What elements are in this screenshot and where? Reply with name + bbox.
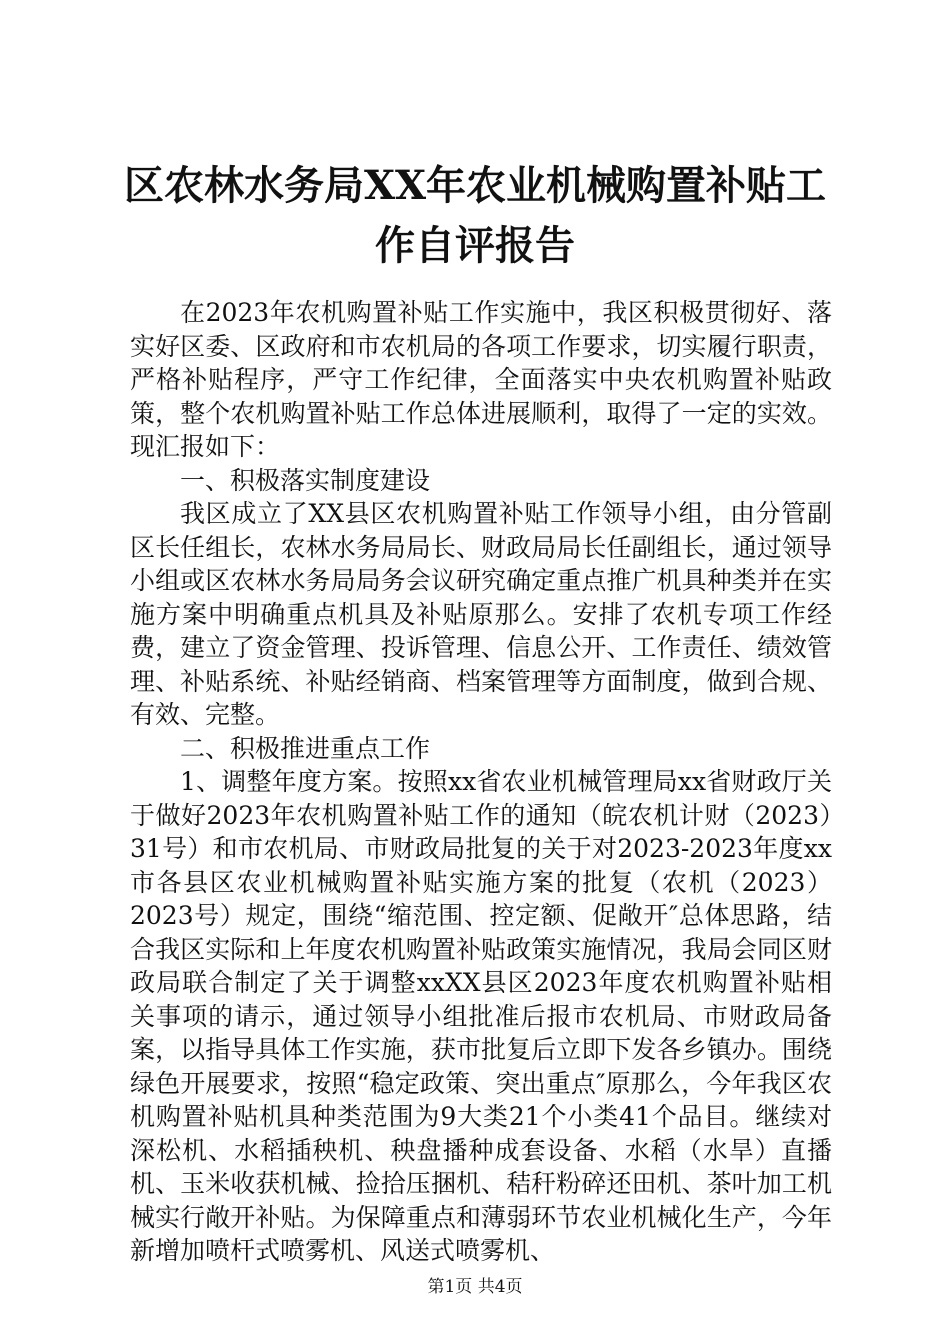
intro-paragraph: 在2023年农机购置补贴工作实施中，我区积极贯彻好、落实好区委、区政府和市农机局的各项工作要求，切实履行职责，严格补贴程序，严守工作纪律，全面落实中央农机购置补贴政策，整个农机购置补贴工作总体进展顺利，取得了一定的实效。现汇报如下： [130, 298, 832, 461]
section-2-paragraph: 1、调整年度方案。按照xx省农业机械管理局xx省财政厅关于做好2023年农机购置补贴工作的通知（皖农机计财（2023）31号）和市农机局、市财政局批复的关于对2023-2023年度xx市各县区农业机械购置补贴实施方案的批复（农机（2023）2023号）规定，围绕“缩范围、控定额、促敞开″总体思路，结合我区实际和上年度农机购置补贴政策实施情况，我局会同区财政局联合制定了关于调整xxXX县区2023年度农机购置补贴相关事项的请示，通过领导小组批准后报市农机局、市财政局备案，以指导具体工作实施，获市批复后立即下发各乡镇办。围绕绿色开展要求，按照“稳定政策、突出重点″原那么，今年我区农机购置补贴机具种类范围为9大类21个小类41个品目。继续对深松机、水稻插秧机、秧盘播种成套设备、水稻（水旱）直播机、玉米收获机械、捡拾压捆机、秸秆粉碎还田机、茶叶加工机械实行敞开补贴。为保障重点和薄弱环节农业机械化生产，今年新增加喷杆式喷雾机、风送式喷雾机、 [130, 767, 832, 1265]
document-title: 区农林水务局XX年农业机械购置补贴工作自评报告 [123, 162, 827, 269]
document-body [130, 296, 832, 1268]
page-footer: 第1页 共4页 [427, 1277, 523, 1297]
section-1-paragraph: 我区成立了XX县区农机购置补贴工作领导小组，由分管副区长任组长，农林水务局局长、财政局局长任副组长，通过领导小组或区农林水务局局务会议研究确定重点推广机具种类并在实施方案中明确重点机具及补贴原那么。安排了农机专项工作经费，建立了资金管理、投诉管理、信息公开、工作责任、绩效管理、补贴系统、补贴经销商、档案管理等方面制度，做到合规、有效、完整。 [130, 499, 832, 729]
section-heading-2: 二、积极推进重点工作 [180, 733, 431, 763]
section-heading-1: 一、积极落实制度建设 [180, 465, 431, 495]
